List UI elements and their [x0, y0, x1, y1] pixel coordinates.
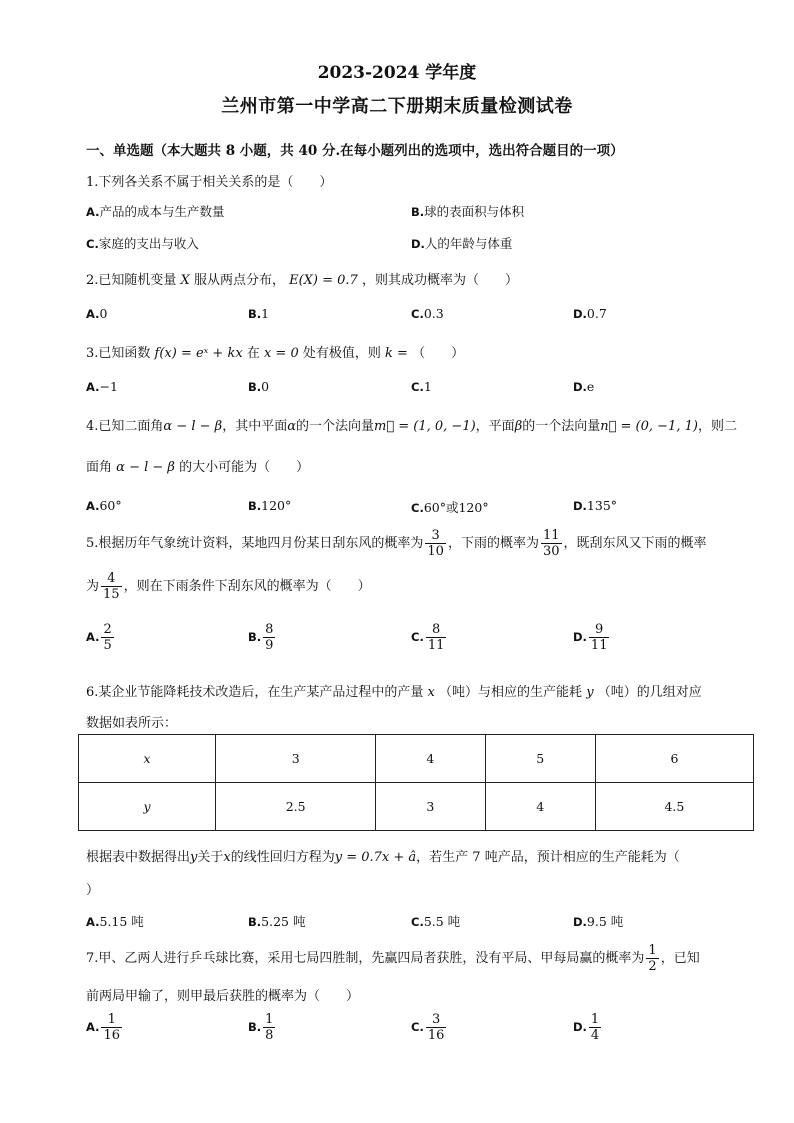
option-label: A.	[86, 499, 100, 513]
table-cell: 3	[216, 735, 376, 783]
option-text: 0	[99, 306, 108, 321]
stem-text: 的一个法向量	[295, 419, 374, 434]
option-label: C.	[86, 237, 99, 251]
stem-text: 为	[86, 579, 100, 594]
option-label: B.	[248, 307, 262, 321]
question-1-stem: 1.下列各关系不属于相关关系的是（ ）	[86, 175, 333, 190]
math-expression: x = 0	[263, 346, 299, 361]
math-variable: x	[427, 685, 435, 700]
option-text: 家庭的支出与收入	[98, 236, 199, 251]
stem-text: ，则其成功概率为（ ）	[361, 273, 518, 288]
stem-text: ，既刮东风又下雨的概率	[563, 536, 707, 551]
math-expression: α − l − β	[116, 460, 175, 475]
option-text: 9.5 吨	[586, 914, 624, 929]
math-expression: f(x) = eˣ + kx	[154, 346, 243, 361]
option-label: B.	[248, 499, 262, 513]
denominator: 16	[427, 1028, 445, 1043]
q2-option-d	[573, 306, 607, 321]
option-text: 60°	[99, 498, 122, 513]
question-4-stem-line2	[86, 456, 309, 475]
fraction	[263, 622, 275, 653]
stem-text: 的一个法向量	[522, 419, 601, 434]
question-3-stem	[86, 342, 464, 361]
table-cell: 4	[485, 783, 595, 831]
fraction	[426, 622, 447, 653]
data-table	[78, 734, 754, 831]
stem-text: ，若生产 7 吨产品，预计相应的生产能耗为（	[416, 850, 680, 865]
math-variable: x	[223, 850, 231, 865]
stem-text: 的大小可能为（ ）	[179, 460, 310, 475]
stem-text: 6.某企业节能降耗技术改造后，在生产某产品过程中的产量	[86, 685, 424, 700]
question-6-stem	[86, 681, 702, 700]
option-label: A.	[86, 205, 100, 219]
q6-option-b	[248, 912, 305, 930]
q7-option-a	[86, 1012, 124, 1043]
stem-text: 关于	[197, 850, 224, 865]
denominator: 9	[265, 638, 274, 653]
school-year: 2023-2024 学年度	[317, 63, 477, 83]
fraction	[541, 528, 562, 559]
q6-option-d	[573, 912, 623, 930]
question-6-followup-line2: ）	[86, 883, 100, 898]
table-cell: y	[79, 783, 216, 831]
q3-option-a	[86, 379, 118, 394]
fraction	[646, 943, 658, 974]
q5-option-c	[411, 622, 448, 653]
fraction	[101, 1012, 122, 1043]
option-text: 5.15 吨	[99, 914, 144, 929]
table-row	[79, 783, 754, 831]
numerator: 1	[648, 943, 657, 958]
option-label: A.	[86, 630, 100, 644]
q3-option-c	[411, 379, 432, 394]
table-cell: 2.5	[216, 783, 376, 831]
fraction	[101, 571, 122, 602]
option-label: A.	[86, 380, 100, 394]
option-label: D.	[573, 380, 587, 394]
denominator: 5	[103, 638, 112, 653]
question-2-stem	[86, 269, 518, 288]
math-expression: α − l − β	[163, 419, 223, 434]
question-7-stem	[86, 943, 700, 974]
stem-text: 3.已知函数	[86, 346, 151, 361]
denominator: 10	[427, 544, 444, 559]
option-label: B.	[411, 205, 425, 219]
q6-option-a	[86, 912, 144, 930]
stem-text: 面角	[86, 460, 113, 475]
option-label: D.	[411, 237, 425, 251]
math-expression: y = 0.7x + â	[334, 850, 417, 865]
stem-text: （ ）	[412, 346, 465, 361]
stem-text: 的线性回归方程为	[230, 850, 335, 865]
stem-text: （吨）的几组对应	[597, 685, 702, 700]
option-label: C.	[411, 630, 424, 644]
option-label: D.	[573, 915, 587, 929]
q5-option-d	[573, 622, 611, 653]
numerator: 3	[425, 528, 446, 544]
q3-option-d	[573, 379, 594, 394]
q1-option-a	[86, 202, 225, 220]
denominator: 30	[542, 544, 560, 559]
math-expression: k =	[385, 346, 408, 361]
option-text: 1	[423, 379, 432, 394]
q6-option-c	[411, 912, 460, 930]
denominator: 2	[648, 959, 657, 974]
option-label: B.	[248, 1020, 262, 1034]
stem-text: 5.根据历年气象统计资料，某地四月份某日刮东风的概率为	[86, 536, 424, 551]
q1-option-b	[411, 202, 524, 220]
option-text: 5.5 吨	[423, 914, 461, 929]
table-cell: 5	[485, 735, 595, 783]
q4-option-b	[248, 498, 291, 513]
q4-option-d	[573, 498, 617, 513]
math-expression: m⃗ = (1, 0, −1)	[374, 419, 476, 434]
q2-option-c	[411, 306, 444, 321]
option-text: 1	[261, 306, 270, 321]
numerator: 11	[542, 528, 560, 543]
math-variable: X	[180, 273, 190, 288]
q2-option-a	[86, 306, 107, 321]
fraction	[101, 622, 113, 653]
denominator: 4	[590, 1028, 600, 1043]
denominator: 16	[103, 1028, 121, 1043]
math-variable: β	[514, 419, 523, 434]
stem-text: 在	[246, 346, 260, 361]
option-label: C.	[411, 307, 424, 321]
math-variable: y	[190, 850, 198, 865]
q1-option-c	[86, 234, 199, 252]
denominator: 15	[103, 587, 120, 602]
numerator: 2	[103, 622, 112, 637]
option-label: D.	[573, 1020, 587, 1034]
question-6-followup	[86, 846, 680, 865]
option-label: C.	[411, 380, 424, 394]
exam-title: 兰州市第一中学高二下册期末质量检测试卷	[221, 96, 573, 117]
question-6-stem-line2: 数据如表所示：	[86, 716, 178, 731]
fraction	[426, 1012, 447, 1043]
q2-option-b	[248, 306, 269, 321]
numerator: 9	[589, 622, 610, 638]
fraction	[425, 528, 446, 559]
stem-text: 2.已知随机变量	[86, 273, 177, 288]
option-text: e	[586, 379, 595, 394]
table-cell: 3	[376, 783, 485, 831]
q4-option-a	[86, 498, 122, 513]
option-text: 5.25 吨	[261, 914, 306, 929]
math-expression: n⃗ = (0, −1, 1)	[600, 419, 698, 434]
stem-text: 服从两点分布，	[193, 273, 285, 288]
option-label: C.	[411, 915, 424, 929]
stem-text: ，已知	[660, 951, 700, 966]
table-cell: x	[79, 735, 216, 783]
stem-text: 4.已知二面角	[86, 419, 164, 434]
q7-option-b	[248, 1012, 277, 1043]
option-label: A.	[86, 307, 100, 321]
stem-text: 7.甲、乙两人进行乒乓球比赛，采用七局四胜制，先赢四局者获胜，没有平局、甲每局赢的概率为	[86, 951, 645, 966]
numerator: 4	[101, 571, 122, 587]
option-text: 球的表面积与体积	[424, 204, 525, 219]
math-variable: α	[287, 419, 296, 434]
q5-option-b	[248, 622, 277, 653]
option-label: A.	[86, 915, 100, 929]
option-label: C.	[411, 501, 424, 515]
q7-option-c	[411, 1012, 448, 1043]
option-label: B.	[248, 915, 262, 929]
q3-option-b	[248, 379, 269, 394]
option-text: 0	[261, 379, 270, 394]
option-label: D.	[573, 307, 587, 321]
option-text: 产品的成本与生产数量	[99, 204, 225, 219]
option-label: D.	[573, 499, 587, 513]
stem-text: ，下雨的概率为	[447, 536, 539, 551]
denominator: 11	[427, 638, 445, 653]
q5-option-a	[86, 622, 116, 653]
stem-text: ，则在下雨条件下刮东风的概率为（ ）	[123, 579, 371, 594]
table-cell: 6	[595, 735, 753, 783]
numerator: 8	[265, 622, 274, 637]
math-variable: y	[586, 685, 594, 700]
table-row	[79, 735, 754, 783]
question-5-stem	[86, 528, 707, 559]
option-text: 0.7	[586, 306, 607, 321]
stem-text: 处有极值，则	[302, 346, 381, 361]
option-text: 60°或120°	[423, 500, 489, 515]
option-label: D.	[573, 630, 587, 644]
stem-text: 根据表中数据得出	[86, 850, 191, 865]
numerator: 8	[426, 622, 447, 638]
q1-option-d	[411, 234, 512, 252]
option-label: A.	[86, 1020, 100, 1034]
numerator: 1	[590, 1012, 600, 1027]
option-label: C.	[411, 1020, 424, 1034]
q4-option-c	[411, 498, 489, 516]
numerator: 1	[101, 1012, 122, 1028]
question-4-stem	[86, 415, 737, 434]
denominator: 11	[590, 638, 608, 653]
option-text: 120°	[261, 498, 292, 513]
option-text: 人的年龄与体重	[424, 236, 513, 251]
math-expression: E(X) = 0.7	[289, 273, 358, 288]
option-label: B.	[248, 380, 262, 394]
numerator: 3	[426, 1012, 447, 1028]
section-heading: 一、单选题（本大题共 8 小题，共 40 分.在每小题列出的选项中，选出符合题目的一项）	[86, 143, 624, 159]
question-5-stem-line2	[86, 571, 371, 602]
stem-text: （吨）与相应的生产能耗	[439, 685, 583, 700]
option-text: 135°	[586, 498, 618, 513]
stem-text: ，平面	[475, 419, 515, 434]
stem-text: ，则二	[697, 419, 737, 434]
option-label: B.	[248, 630, 262, 644]
table-cell: 4.5	[595, 783, 753, 831]
question-7-stem-line2: 前两局甲输了，则甲最后获胜的概率为（ ）	[86, 989, 360, 1004]
fraction	[589, 1012, 601, 1043]
option-text: 0.3	[423, 306, 444, 321]
denominator: 8	[265, 1028, 274, 1043]
q7-option-d	[573, 1012, 603, 1043]
table-cell: 4	[376, 735, 485, 783]
stem-text: ，其中平面	[222, 419, 288, 434]
numerator: 1	[265, 1012, 274, 1027]
fraction	[589, 622, 610, 653]
option-text: −1	[99, 379, 118, 394]
fraction	[263, 1012, 275, 1043]
